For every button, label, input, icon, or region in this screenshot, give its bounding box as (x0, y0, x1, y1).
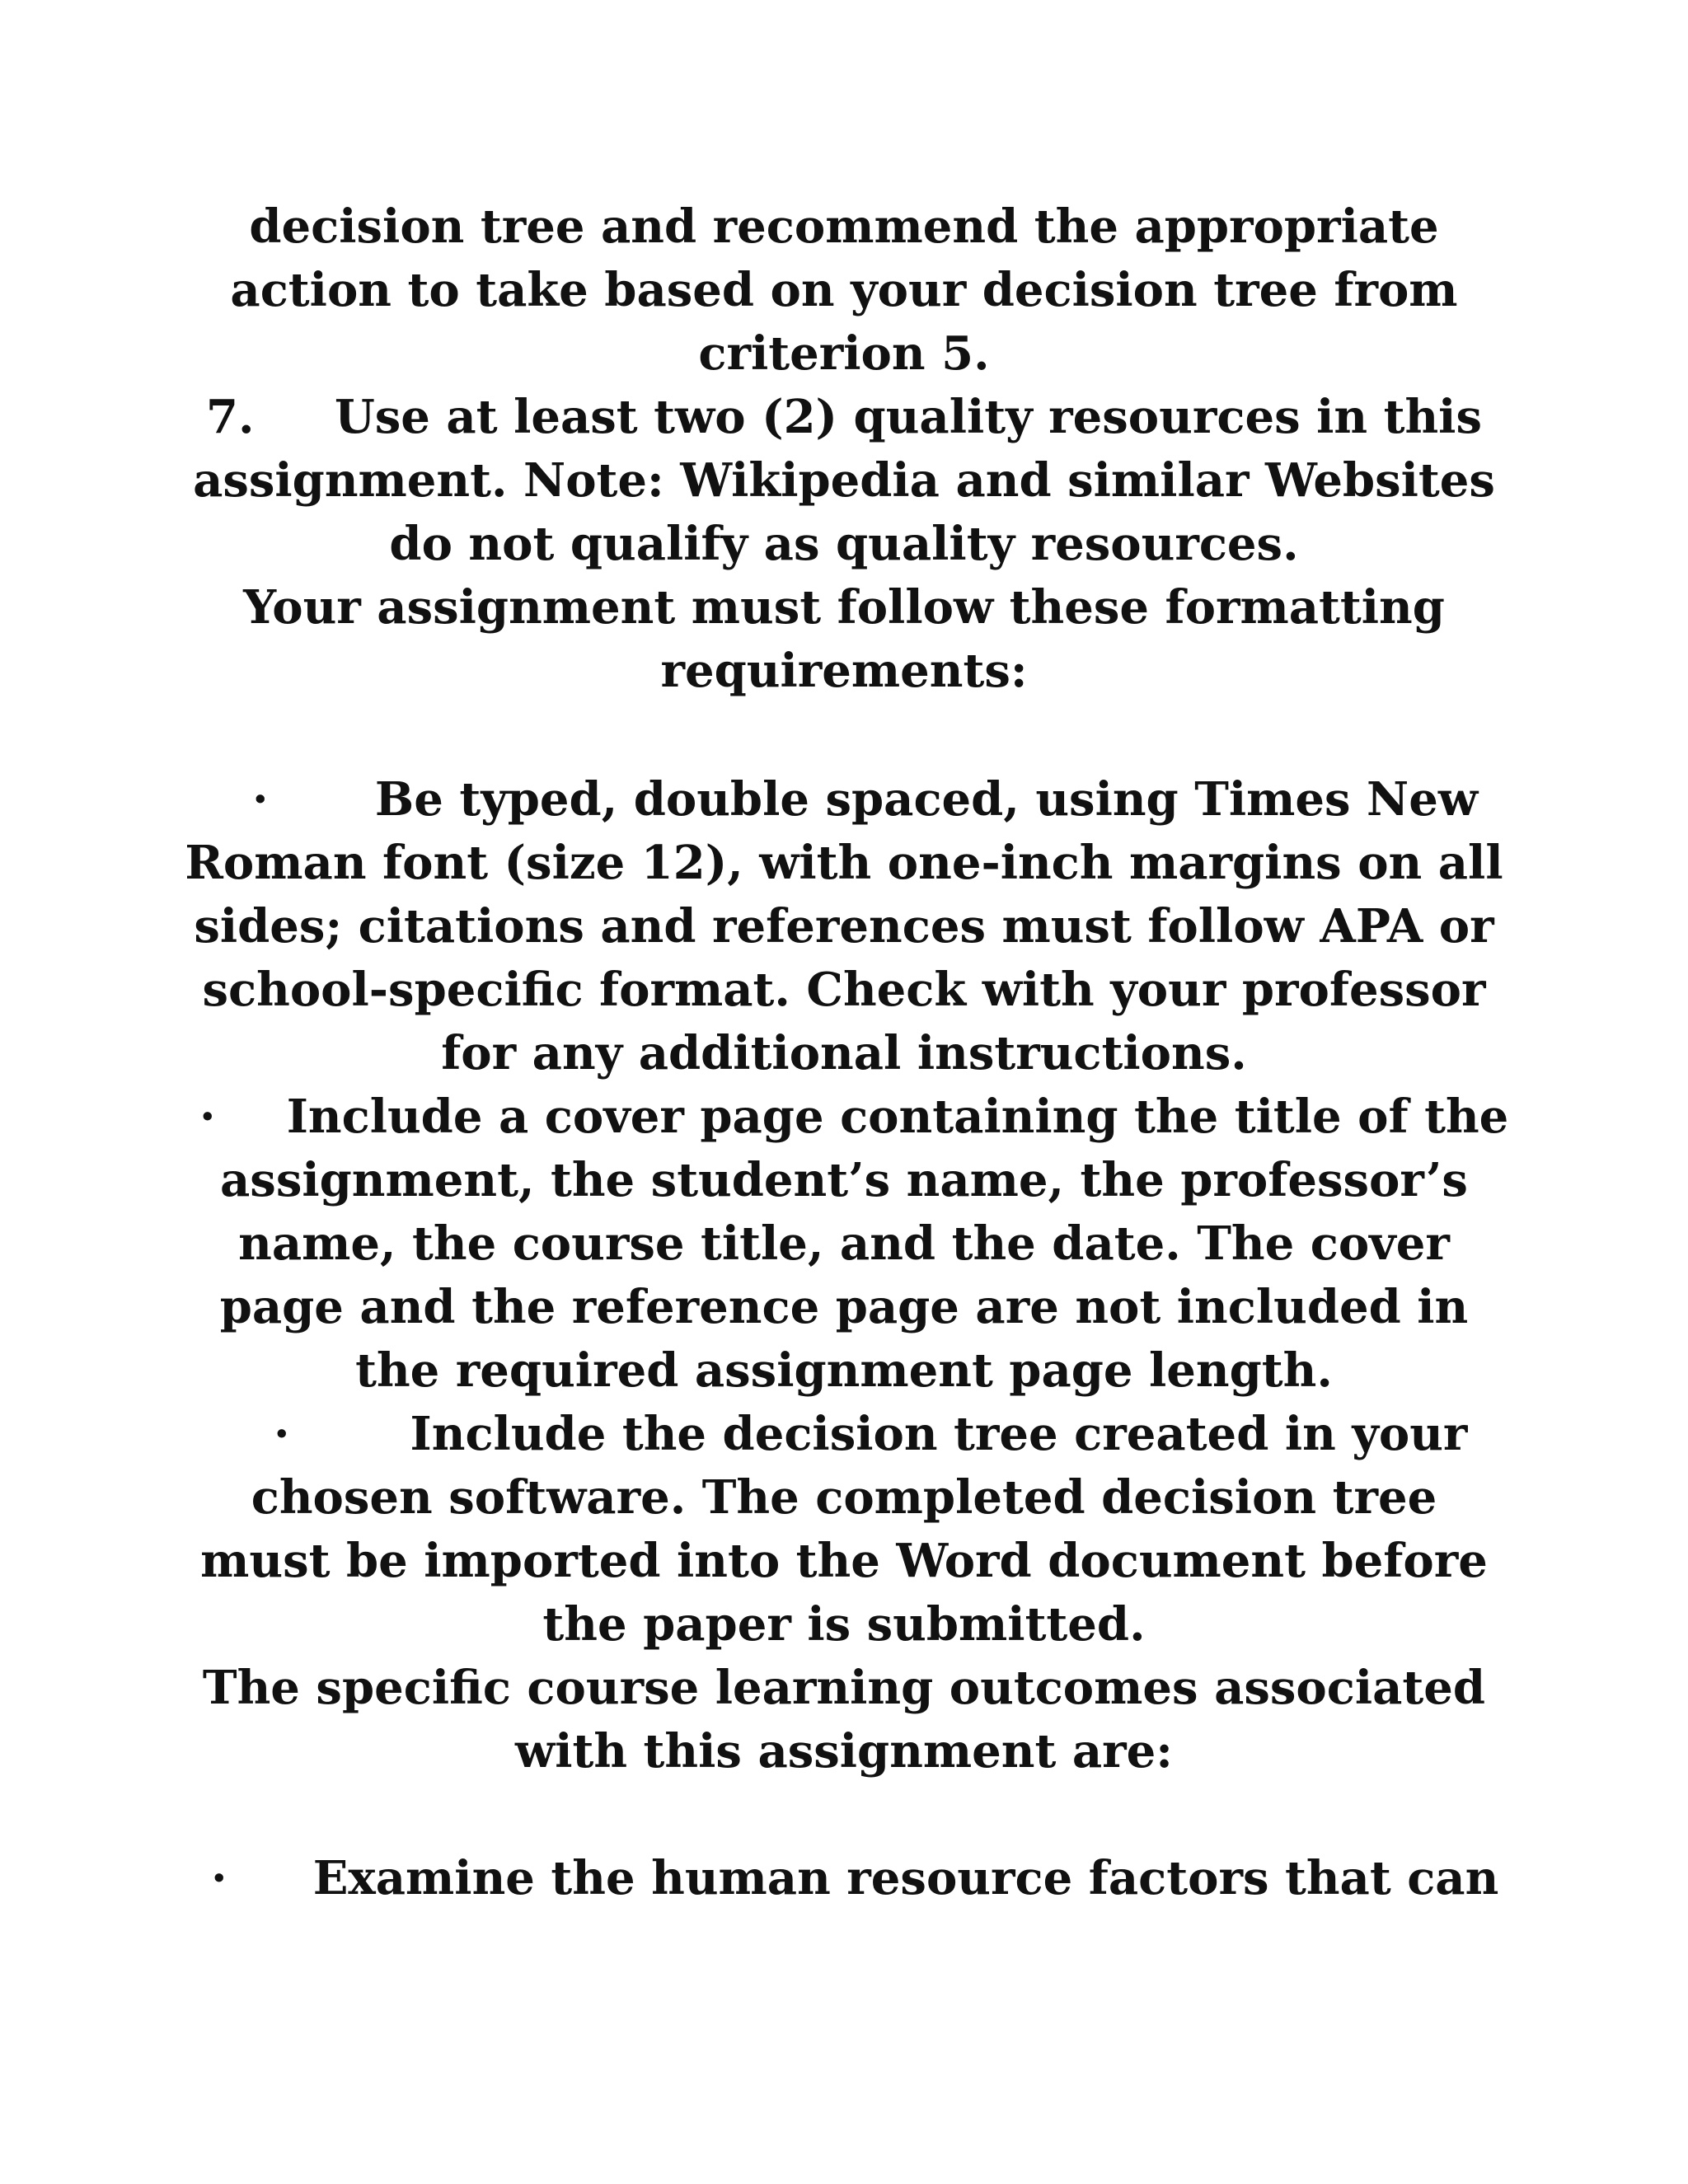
text-line: decision tree and recommend the appropriate (249, 199, 1439, 254)
section-heading: The specific course learning outcomes associated (202, 1661, 1486, 1715)
bullet-icon: · (252, 772, 269, 827)
text-line: sides; citations and references must follow APA or (194, 899, 1494, 954)
text-line: page and the reference page are not included in (219, 1280, 1469, 1334)
text-line: the required assignment page length. (355, 1343, 1333, 1398)
text-line: Roman font (size 12), with one-inch margins on all (185, 836, 1503, 890)
section-heading: requirements: (660, 644, 1028, 698)
text-line: assignment, the student’s name, the professor’s (220, 1153, 1468, 1207)
section-heading: with this assignment are: (515, 1724, 1173, 1779)
text-line: for any additional instructions. (441, 1026, 1247, 1080)
text-line: criterion 5. (698, 326, 990, 381)
section-heading: Your assignment must follow these formatting (243, 580, 1445, 635)
bullet-item-line: Include the decision tree created in your (410, 1407, 1468, 1461)
text-line: assignment. Note: Wikipedia and similar Websites (193, 453, 1495, 508)
bullet-icon: · (211, 1851, 227, 1905)
bullet-item-line: Be typed, double spaced, using Times New (374, 772, 1479, 827)
text-line: do not qualify as quality resources. (389, 517, 1299, 571)
text-line: chosen software. The completed decision tree (251, 1470, 1437, 1525)
text-line: must be imported into the Word document before (200, 1534, 1488, 1588)
bullet-icon: · (274, 1407, 290, 1461)
bullet-icon: · (199, 1090, 216, 1144)
text-line: the paper is submitted. (542, 1597, 1146, 1652)
text-line: name, the course title, and the date. The cover (238, 1216, 1450, 1271)
text-line: school-specific format. Check with your professor (202, 963, 1486, 1017)
text-line: action to take based on your decision tree from (230, 263, 1458, 317)
bullet-item-line: Examine the human resource factors that can (312, 1851, 1499, 1905)
numbered-item-7: 7. Use at least two (2) quality resources in this (206, 390, 1482, 444)
bullet-item-line: Include a cover page containing the title of the (286, 1090, 1509, 1144)
